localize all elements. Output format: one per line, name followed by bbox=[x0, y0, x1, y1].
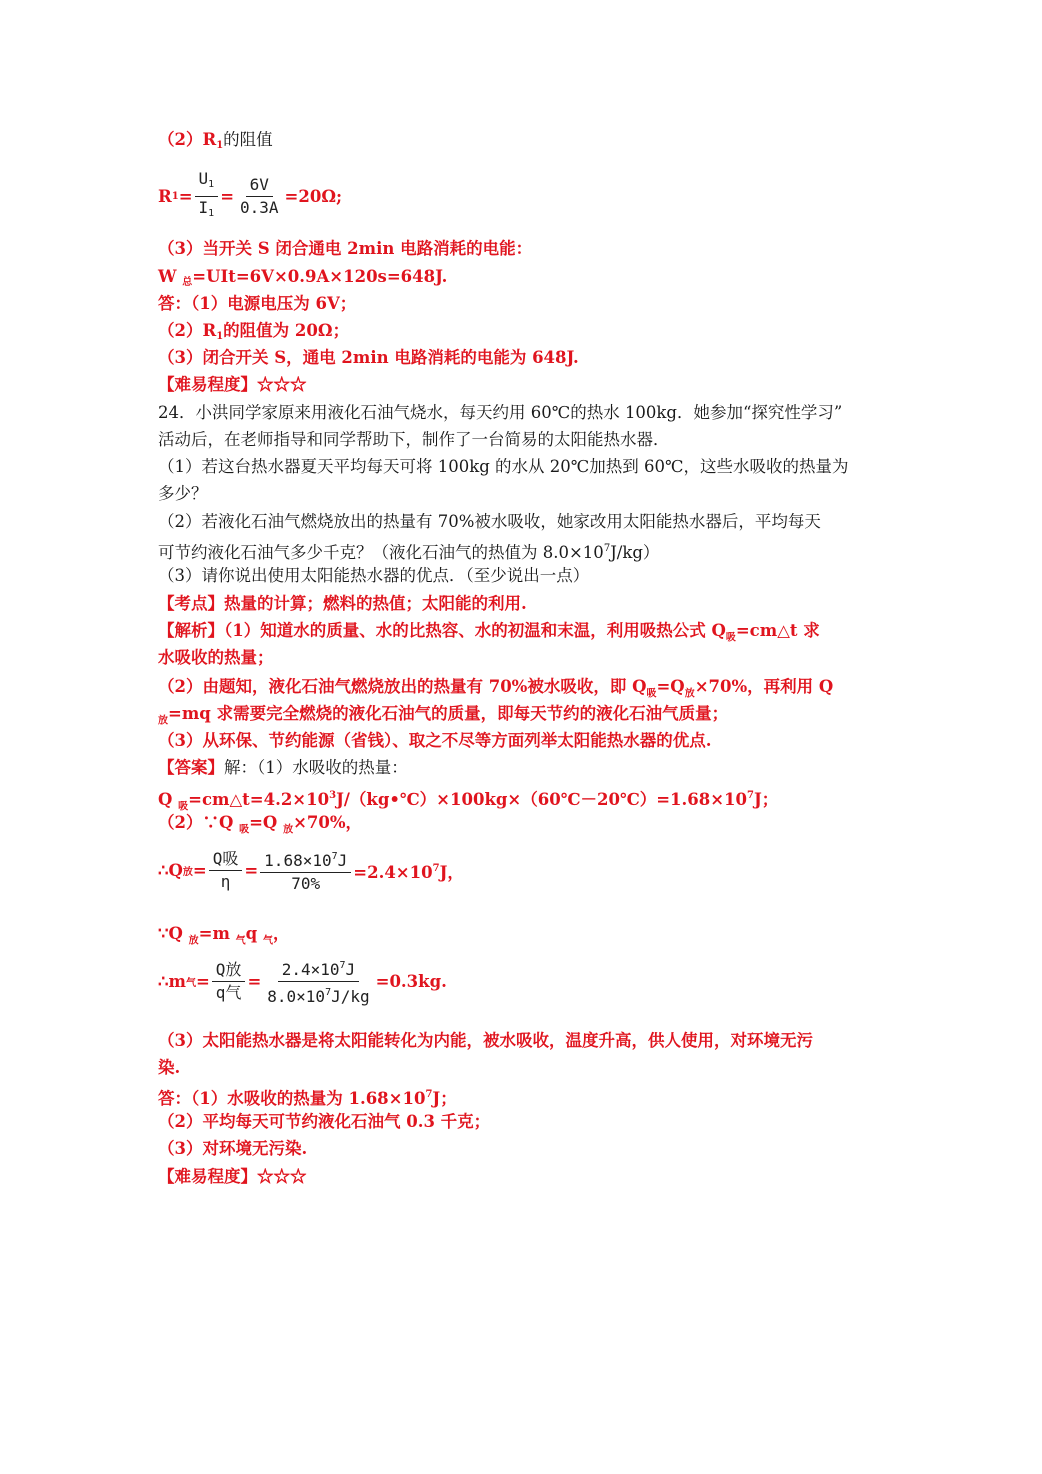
fraction-24e7-8e7: $\frac{2.4\times 10^7J}{8.0\times 10^7J/kg}$ bbox=[263, 955, 373, 1008]
mqi-formula: ∴m 气 = $\frac{\text{Q放}}{\text{q气}}$ = $\frac{2.4\times 10^7J}{8.0\times 10^7J/kg}$ =0.3kg. bbox=[158, 955, 447, 1008]
question-24-part1-line1: （1）若这台热水器夏天平均每天可将 100kg 的水从 20℃加热到 60℃，这些水吸收的热量为 bbox=[158, 457, 849, 476]
advantage-line1: （3）太阳能热水器是将太阳能转化为内能，被水吸收，温度升高，供人使用，对环境无污 bbox=[158, 1031, 813, 1050]
answer-24-line3: （3）对环境无污染. bbox=[158, 1139, 308, 1158]
answer-23-line3: （3）闭合开关 S，通电 2min 电路消耗的电能为 648J. bbox=[158, 348, 579, 367]
energy-formula: W $_总$=UIt=6V×0.9A×120s=648J. bbox=[158, 267, 448, 288]
energy-heading: （3）当开关 S 闭合通电 2min 电路消耗的电能： bbox=[158, 239, 533, 258]
answer-24-line1: 答：（1）水吸收的热量为 $1.68\times 10^7J$； bbox=[158, 1089, 457, 1108]
advantage-line2: 染. bbox=[158, 1058, 181, 1077]
daan-line2: Q $_吸=cm\triangle t=4.2\times 10^3J/(kg•℃)\times 100kg\times(60℃-20℃)=1.68\times 10^7J$； bbox=[158, 790, 779, 813]
jiexi-line4: $_放$=mq 求需要完全燃烧的液化石油气的质量，即每天节约的液化石油气质量； bbox=[158, 704, 729, 727]
jiexi-line1: 【解析】（1）知道水的质量、水的比热容、水的初温和末温，利用吸热公式 $Q_吸=cm\triangle t$ 求 bbox=[158, 621, 820, 644]
fraction-6v-03a: $\frac{6V}{0.3A}$ bbox=[240, 175, 279, 217]
daan-line1: 【答案】解：（1）水吸收的热量： bbox=[158, 758, 408, 777]
difficulty-rating-2: 【难易程度】☆☆☆ bbox=[158, 1167, 307, 1186]
jiexi-line5: （3）从环保、节约能源（省钱）、取之不尽等方面列举太阳能热水器的优点. bbox=[158, 731, 712, 750]
daan-line3: （2）∵Q $_吸$=Q $_放$×70%， bbox=[158, 813, 363, 836]
r1-heading: $(2)R_1$的阻值 bbox=[158, 130, 273, 151]
question-24-line2: 活动后，在老师指导和同学帮助下，制作了一台简易的太阳能热水器． bbox=[158, 430, 670, 449]
answer-24-line2: （2）平均每天可节约液化石油气 0.3 千克； bbox=[158, 1112, 491, 1131]
difficulty-rating-1: 【难易程度】☆☆☆ bbox=[158, 375, 307, 394]
fraction-qxi-eta: $\frac{\text{Q吸}}{\eta}$ bbox=[209, 848, 243, 893]
answer-23-line2: $(2)R_1$的阻值为 20Ω； bbox=[158, 321, 350, 342]
answer-23-line1: 答：（1）电源电压为 6V； bbox=[158, 294, 357, 313]
question-24-part3: （3）请你说出使用太阳能热水器的优点．（至少说出一点） bbox=[158, 566, 590, 585]
jiexi-line2: 水吸收的热量； bbox=[158, 648, 274, 667]
qfang-formula: ∴Q 放 = $\frac{\text{Q吸}}{\eta}$ = $\frac{1.68\times 10^7J}{70\%}$ $=2.4\times 10^7J$， bbox=[158, 846, 464, 895]
kaodian: 【考点】热量的计算；燃料的热值；太阳能的利用. bbox=[158, 594, 527, 613]
question-24-part2-line2: 可节约液化石油气多少千克？（液化石油气的热值为 $8.0\times 10^7J/kg$） bbox=[158, 543, 660, 562]
fraction-168e7-70pct: $\frac{1.68\times 10^7J}{70\%}$ bbox=[260, 846, 351, 895]
fraction-u1-i1: $\frac{U_1}{I_1}$ bbox=[195, 168, 219, 225]
because-formula: ∵Q $_放$=m $_气$q $_气$， bbox=[158, 924, 290, 947]
question-24-part2-line1: （2）若液化石油气燃烧放出的热量有 70%被水吸收，她家改用太阳能热水器后，平均每天 bbox=[158, 512, 821, 531]
jiexi-line3: （2）由题知，液化石油气燃烧放出的热量有 70%被水吸收，即 $Q_吸=Q_放\times 70\%$，再利用 Q bbox=[158, 677, 834, 700]
fraction-qfang-qqi: $\frac{\text{Q放}}{\text{q气}}$ bbox=[212, 959, 246, 1004]
r1-formula: R 1 = $\frac{U_1}{I_1}$ = $\frac{6V}{0.3A}$ =20Ω; bbox=[158, 168, 342, 225]
question-24-line1: 24．小洪同学家原来用液化石油气烧水，每天约用 60℃的热水 100kg．她参加“探究性学习” bbox=[158, 403, 843, 422]
question-24-part1-line2: 多少？ bbox=[158, 484, 208, 503]
